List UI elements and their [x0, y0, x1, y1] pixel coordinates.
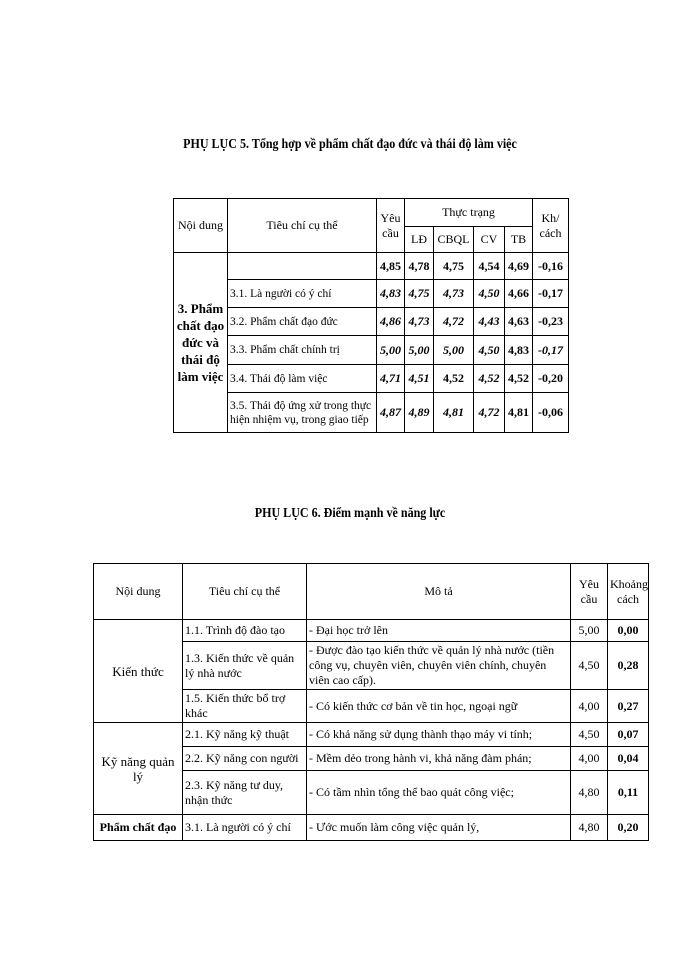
header-tb: TB	[505, 227, 533, 253]
table-row	[174, 308, 569, 336]
header-tieu-chi: Tiêu chí cụ thể	[183, 564, 307, 620]
yeu-cau-value: 4,80	[571, 815, 608, 841]
cv-value: 4,52	[474, 365, 505, 393]
header-yeu-cau: Yêu cầu	[571, 564, 608, 620]
table-row	[94, 723, 649, 747]
kh-value: -0,06	[533, 393, 569, 433]
header-tieu-chi: Tiêu chí cụ thể	[228, 199, 377, 253]
cbql-value: 4,81	[434, 393, 474, 433]
table-row	[174, 393, 569, 433]
header-kh-cach: Kh/ cách	[533, 199, 569, 253]
criterion: 3.2. Phẩm chất đạo đức	[228, 308, 377, 336]
description: - Có khả năng sử dụng thành thạo máy vi tính;	[307, 723, 571, 747]
description: - Có kiến thức cơ bản về tin học, ngoại ngữ	[307, 690, 571, 723]
header-noi-dung: Nội dung	[94, 564, 183, 620]
yeu-cau-value: 4,87	[377, 393, 405, 433]
gap-value: 0,00	[608, 620, 649, 642]
appendix6-table	[93, 563, 649, 841]
criterion: 3.4. Thái độ làm việc	[228, 365, 377, 393]
tb-value: 4,63	[505, 308, 533, 336]
cv-value: 4,50	[474, 336, 505, 365]
cv-value: 4,43	[474, 308, 505, 336]
group-label: 3. Phẩm chất đạo đức và thái độ làm việc	[174, 253, 228, 433]
header-yeu-cau: Yêu cầu	[377, 199, 405, 253]
yeu-cau-value: 5,00	[377, 336, 405, 365]
cv-value: 4,54	[474, 253, 505, 280]
cv-value: 4,50	[474, 280, 505, 308]
ld-value: 4,78	[405, 253, 434, 280]
criterion: 1.1. Trình độ đào tạo	[183, 620, 307, 642]
group-label: Kỹ năng quản lý	[94, 723, 183, 815]
cbql-value: 4,72	[434, 308, 474, 336]
criterion: 2.3. Kỹ năng tư duy, nhận thức	[183, 771, 307, 815]
kh-value: -0,23	[533, 308, 569, 336]
table-row	[174, 365, 569, 393]
header-mo-ta: Mô tả	[307, 564, 571, 620]
cbql-value: 4,73	[434, 280, 474, 308]
criterion: 3.1. Là người có ý chí	[228, 280, 377, 308]
yeu-cau-value: 4,85	[377, 253, 405, 280]
yeu-cau-value: 4,80	[571, 771, 608, 815]
criterion	[228, 253, 377, 280]
cbql-value: 4,52	[434, 365, 474, 393]
criterion: 3.3. Phẩm chất chính trị	[228, 336, 377, 365]
kh-value: -0,16	[533, 253, 569, 280]
criterion: 2.1. Kỹ năng kỹ thuật	[183, 723, 307, 747]
cv-value: 4,72	[474, 393, 505, 433]
description: - Ước muốn làm công việc quản lý,	[307, 815, 571, 841]
gap-value: 0,28	[608, 642, 649, 690]
yeu-cau-value: 4,00	[571, 747, 608, 771]
header-cv: CV	[474, 227, 505, 253]
criterion: 1.3. Kiến thức về quản lý nhà nước	[183, 642, 307, 690]
tb-value: 4,81	[505, 393, 533, 433]
yeu-cau-value: 5,00	[571, 620, 608, 642]
yeu-cau-value: 4,71	[377, 365, 405, 393]
criterion: 3.5. Thái độ ứng xử trong thực hiện nhiệm vụ, trong giao tiếp	[228, 393, 377, 433]
tb-value: 4,52	[505, 365, 533, 393]
header-khoang-cach: Khoảng cách	[608, 564, 649, 620]
tb-value: 4,83	[505, 336, 533, 365]
appendix5-title: PHỤ LỤC 5. Tổng hợp về phẩm chất đạo đức và thái độ làm việc	[183, 137, 517, 152]
criterion: 2.2. Kỹ năng con người	[183, 747, 307, 771]
ld-value: 5,00	[405, 336, 434, 365]
gap-value: 0,11	[608, 771, 649, 815]
table-row	[94, 815, 649, 841]
kh-value: -0,20	[533, 365, 569, 393]
table-row	[174, 253, 569, 280]
criterion: 1.5. Kiến thức bổ trợ khác	[183, 690, 307, 723]
yeu-cau-value: 4,50	[571, 723, 608, 747]
gap-value: 0,04	[608, 747, 649, 771]
description: - Đại học trở lên	[307, 620, 571, 642]
appendix6-title: PHỤ LỤC 6. Điểm mạnh về năng lực	[254, 506, 446, 521]
ld-value: 4,75	[405, 280, 434, 308]
table-row	[174, 280, 569, 308]
yeu-cau-value: 4,86	[377, 308, 405, 336]
group-label: Kiến thức	[94, 620, 183, 723]
table-row	[94, 620, 649, 642]
yeu-cau-value: 4,83	[377, 280, 405, 308]
cbql-value: 5,00	[434, 336, 474, 365]
description: - Mềm dẻo trong hành vi, khả năng đàm phán;	[307, 747, 571, 771]
cbql-value: 4,75	[434, 253, 474, 280]
ld-value: 4,51	[405, 365, 434, 393]
yeu-cau-value: 4,00	[571, 690, 608, 723]
gap-value: 0,27	[608, 690, 649, 723]
kh-value: -0,17	[533, 336, 569, 365]
kh-value: -0,17	[533, 280, 569, 308]
ld-value: 4,89	[405, 393, 434, 433]
tb-value: 4,66	[505, 280, 533, 308]
table-row	[174, 336, 569, 365]
criterion: 3.1. Là người có ý chí	[183, 815, 307, 841]
description: - Được đào tạo kiến thức về quản lý nhà nước (tiền công vụ, chuyên viên, chuyên viên chính, chuyên viên cao cấp).	[307, 642, 571, 690]
header-ld: LĐ	[405, 227, 434, 253]
ld-value: 4,73	[405, 308, 434, 336]
gap-value: 0,07	[608, 723, 649, 747]
header-thuc-trang: Thực trạng	[405, 199, 533, 227]
tb-value: 4,69	[505, 253, 533, 280]
gap-value: 0,20	[608, 815, 649, 841]
header-cbql: CBQL	[434, 227, 474, 253]
header-noi-dung: Nội dung	[174, 199, 228, 253]
appendix5-table	[173, 198, 569, 433]
group-label: Phẩm chất đạo	[94, 815, 183, 841]
yeu-cau-value: 4,50	[571, 642, 608, 690]
description: - Có tầm nhìn tổng thể bao quát công việc;	[307, 771, 571, 815]
